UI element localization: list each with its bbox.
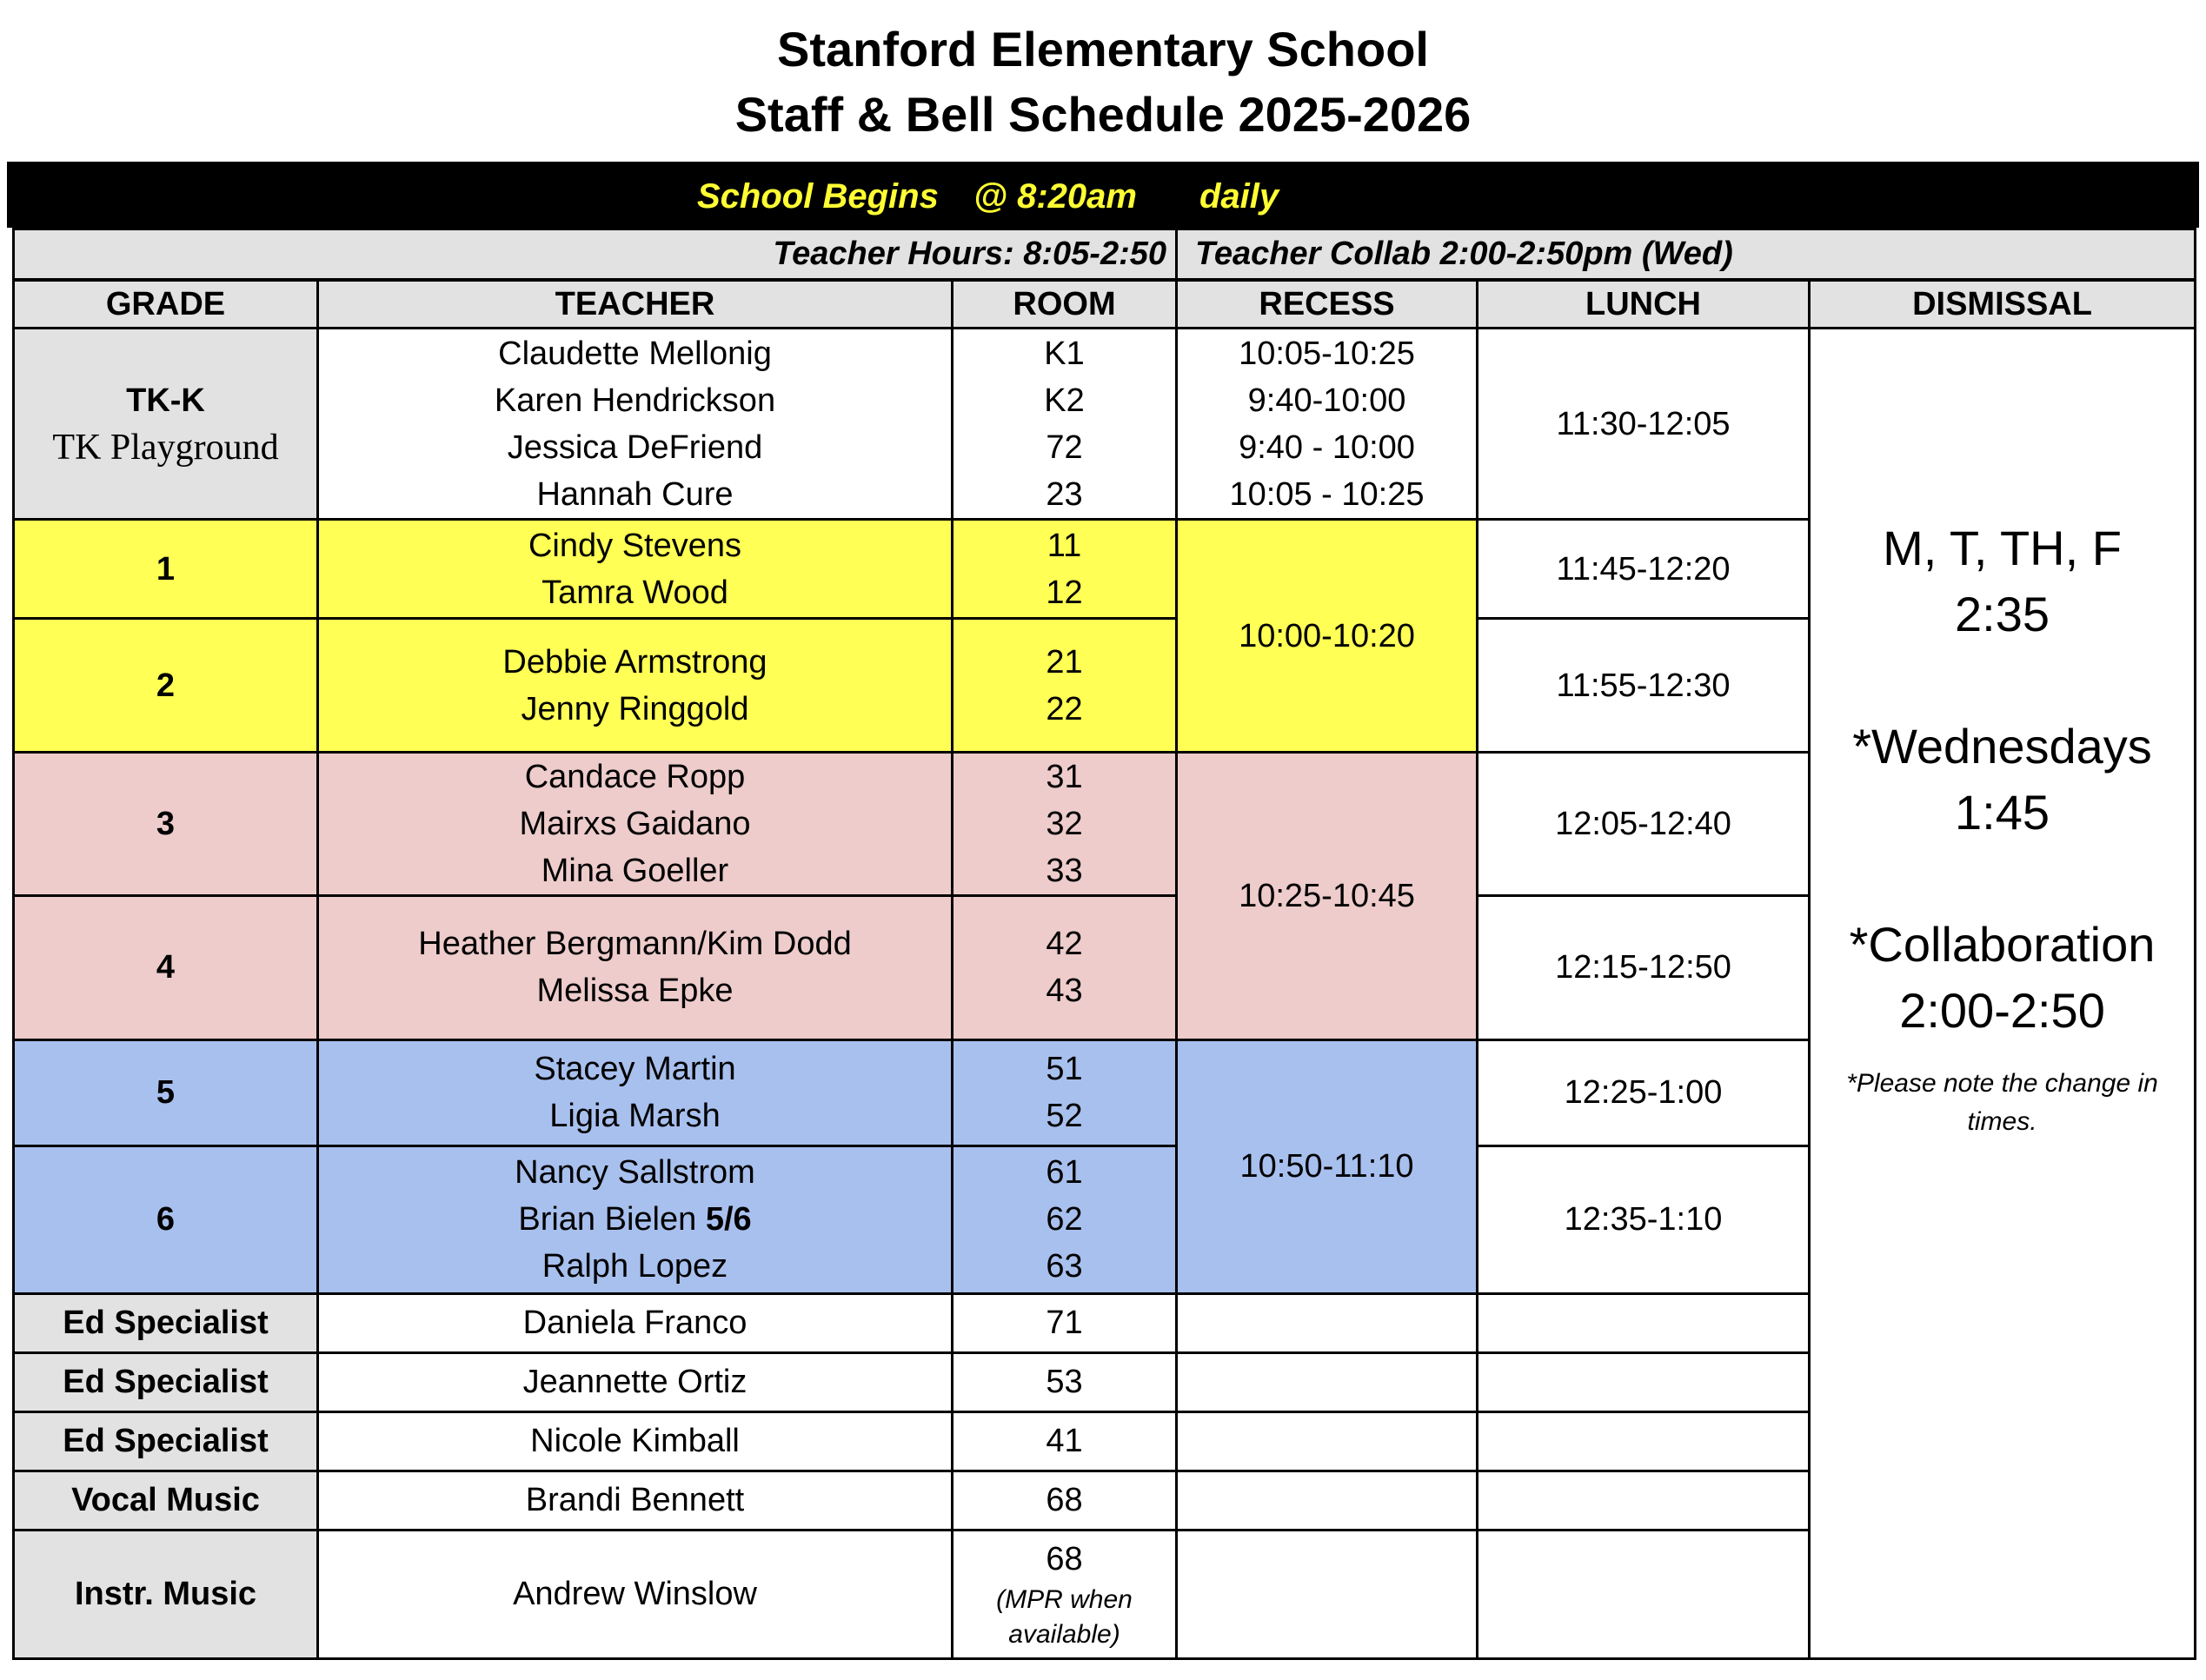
teacher-list xyxy=(318,753,953,896)
recess-time: 10:05 - 10:25 xyxy=(1229,475,1425,513)
recess-time: 10:50-11:10 xyxy=(1177,1039,1478,1293)
school-begins-label: School Begins xyxy=(697,177,939,216)
collaboration-time: 2:00-2:50 xyxy=(1899,983,2105,1039)
col-teacher: TEACHER xyxy=(318,280,953,329)
teacher-hours-row xyxy=(14,229,2196,280)
room-list xyxy=(953,753,1177,896)
room-list xyxy=(953,896,1177,1039)
teacher-list xyxy=(318,520,953,619)
collaboration-label: *Collaboration xyxy=(1849,917,2156,973)
table-row xyxy=(14,329,2196,520)
room-number: 43 xyxy=(1046,973,1083,1010)
lunch-empty xyxy=(1478,1293,1810,1352)
teacher-name: Nicole Kimball xyxy=(318,1411,953,1471)
dismissal-cell xyxy=(1810,329,2196,1659)
teacher-name-text: Brian Bielen xyxy=(518,1201,697,1238)
lunch-empty xyxy=(1478,1352,1810,1411)
recess-time: 10:00-10:20 xyxy=(1177,520,1478,753)
grade-3: 3 xyxy=(14,753,318,896)
teacher-name: Jeannette Ortiz xyxy=(318,1352,953,1411)
start-time: @ 8:20am xyxy=(973,177,1137,216)
lunch-empty xyxy=(1478,1471,1810,1530)
room-number: 32 xyxy=(1046,806,1083,843)
grade-label: Ed Specialist xyxy=(14,1352,318,1411)
teacher-name: Ralph Lopez xyxy=(542,1248,728,1285)
teacher-name: Hannah Cure xyxy=(536,475,734,513)
col-recess: RECESS xyxy=(1177,280,1478,329)
grade-4: 4 xyxy=(14,896,318,1039)
school-begins-banner xyxy=(7,162,2199,228)
room-number: 42 xyxy=(1046,926,1083,963)
wednesday-time: 1:45 xyxy=(1955,785,2050,840)
lunch-empty xyxy=(1478,1530,1810,1658)
room-number: 53 xyxy=(953,1352,1177,1411)
lunch-empty xyxy=(1478,1411,1810,1471)
teacher-name: Jenny Ringgold xyxy=(521,690,749,727)
room-number: K2 xyxy=(1044,382,1085,419)
grade-label: TK-K xyxy=(126,382,205,419)
teacher-name: Ligia Marsh xyxy=(549,1098,721,1135)
room-number: 52 xyxy=(1046,1098,1083,1135)
teacher-name: Brandi Bennett xyxy=(318,1471,953,1530)
room-number: 61 xyxy=(1046,1154,1083,1192)
lunch-time: 11:55-12:30 xyxy=(1478,619,1810,753)
recess-time: 9:40-10:00 xyxy=(1247,382,1406,419)
room-number: K1 xyxy=(1044,335,1085,372)
teacher-name: Candace Ropp xyxy=(524,759,746,796)
teacher-name: Nancy Sallstrom xyxy=(515,1154,755,1192)
page-subtitle: Staff & Bell Schedule 2025-2026 xyxy=(734,87,1472,142)
grade-label: Ed Specialist xyxy=(14,1293,318,1352)
col-lunch: LUNCH xyxy=(1478,280,1810,329)
page-title: Stanford Elementary School xyxy=(777,22,1429,76)
teacher-name: Cindy Stevens xyxy=(528,527,741,564)
recess-time: 9:40 - 10:00 xyxy=(1239,428,1415,466)
room-number: 11 xyxy=(1047,527,1082,564)
recess-empty xyxy=(1177,1471,1478,1530)
room-cell xyxy=(953,1530,1177,1658)
daily-label: daily xyxy=(1199,177,1279,216)
dismissal-note: *Please note the change in times. xyxy=(1846,1069,2158,1137)
room-number: 63 xyxy=(1046,1248,1083,1285)
room-number: 68 xyxy=(953,1471,1177,1530)
teacher-list xyxy=(318,329,953,520)
grade-label: Instr. Music xyxy=(14,1530,318,1658)
teacher-name: Melissa Epke xyxy=(536,973,734,1010)
room-number: 41 xyxy=(953,1411,1177,1471)
teacher-name: Claudette Mellonig xyxy=(498,335,772,372)
room-number: 12 xyxy=(1046,574,1083,611)
room-number: 33 xyxy=(1046,853,1083,890)
teacher-name: Daniela Franco xyxy=(318,1293,953,1352)
grade-label: Ed Specialist xyxy=(14,1411,318,1471)
teacher-name: Heather Bergmann/Kim Dodd xyxy=(418,926,852,963)
grade-5: 5 xyxy=(14,1039,318,1145)
recess-time: 10:25-10:45 xyxy=(1177,753,1478,1039)
room-list xyxy=(953,520,1177,619)
teacher-hours: Teacher Hours: 8:05-2:50 xyxy=(14,229,1177,280)
col-grade: GRADE xyxy=(14,280,318,329)
room-number: 62 xyxy=(1046,1201,1083,1238)
lunch-time: 12:15-12:50 xyxy=(1478,896,1810,1039)
room-list xyxy=(953,1145,1177,1293)
teacher-name: Stacey Martin xyxy=(534,1051,736,1088)
room-number: 22 xyxy=(1046,690,1083,727)
column-header-row xyxy=(14,280,2196,329)
room-list xyxy=(953,329,1177,520)
room-number: 51 xyxy=(1046,1051,1083,1088)
dismissal-time: 2:35 xyxy=(1955,587,2050,642)
recess-empty xyxy=(1177,1293,1478,1352)
teacher-name: Debbie Armstrong xyxy=(502,643,767,681)
room-number: 31 xyxy=(1046,759,1083,796)
room-number: 71 xyxy=(953,1293,1177,1352)
col-room: ROOM xyxy=(953,280,1177,329)
room-number: 68 xyxy=(1046,1541,1083,1578)
recess-empty xyxy=(1177,1530,1478,1658)
dismissal-days: M, T, TH, F xyxy=(1883,521,2122,576)
teacher-list xyxy=(318,1039,953,1145)
room-number: 72 xyxy=(1046,428,1083,466)
teacher-collab: Teacher Collab 2:00-2:50pm (Wed) xyxy=(1177,229,2196,280)
teacher-list xyxy=(318,1145,953,1293)
lunch-time: 12:25-1:00 xyxy=(1478,1039,1810,1145)
col-dismissal: DISMISSAL xyxy=(1810,280,2196,329)
teacher-name: Andrew Winslow xyxy=(318,1530,953,1658)
teacher-name: Mina Goeller xyxy=(541,853,729,890)
recess-list xyxy=(1177,329,1478,520)
grade-tk xyxy=(14,329,318,520)
teacher-name: Mairxs Gaidano xyxy=(519,806,751,843)
grade-sub-label: TK Playground xyxy=(52,427,279,468)
recess-empty xyxy=(1177,1352,1478,1411)
room-number: 23 xyxy=(1046,475,1083,513)
grade-6: 6 xyxy=(14,1145,318,1293)
wednesday-label: *Wednesdays xyxy=(1852,719,2152,774)
teacher-name: Jessica DeFriend xyxy=(507,428,763,466)
room-list xyxy=(953,1039,1177,1145)
lunch-time: 11:45-12:20 xyxy=(1478,520,1810,619)
grade-combo-badge: 5/6 xyxy=(705,1201,752,1238)
room-number: 21 xyxy=(1046,643,1083,681)
recess-empty xyxy=(1177,1411,1478,1471)
grade-label: Vocal Music xyxy=(14,1471,318,1530)
teacher-name: Karen Hendrickson xyxy=(494,382,776,419)
teacher-list xyxy=(318,619,953,753)
lunch-time: 12:05-12:40 xyxy=(1478,753,1810,896)
lunch-time: 12:35-1:10 xyxy=(1478,1145,1810,1293)
teacher-name xyxy=(319,1196,951,1243)
teacher-name: Tamra Wood xyxy=(542,574,728,611)
teacher-list xyxy=(318,896,953,1039)
grade-1: 1 xyxy=(14,520,318,619)
recess-time: 10:05-10:25 xyxy=(1239,335,1415,372)
room-note: (MPR when available) xyxy=(996,1585,1133,1650)
room-list xyxy=(953,619,1177,753)
grade-2: 2 xyxy=(14,619,318,753)
lunch-time: 11:30-12:05 xyxy=(1478,329,1810,520)
schedule-table xyxy=(12,228,2196,1660)
